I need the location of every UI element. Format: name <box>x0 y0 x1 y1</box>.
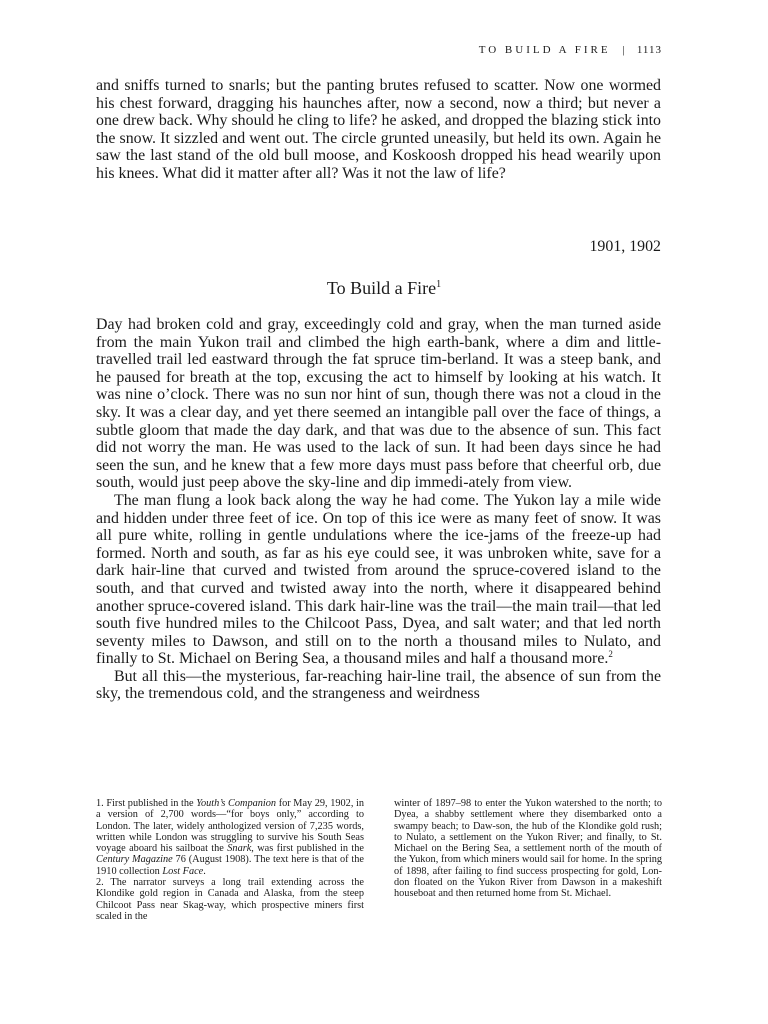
footnote-italic-title: Youth’s Companion <box>196 798 277 809</box>
footnote-ref-1[interactable]: 1 <box>436 279 442 290</box>
footnote-text: for May 29, 1902, in a version of 2,700 words—“for boys only,” according to London. The later, widely anthologized version of 7,235 words, written while London was struggling to survive his South Seas voyage aboard his sailboat the <box>96 798 365 855</box>
story-title <box>0 278 768 299</box>
footnote-text: . <box>203 865 206 877</box>
footnote-text: , was first published in the <box>251 843 364 855</box>
previous-story-paragraph: and sniffs turned to snarls; but the panting brutes refused to scatter. Now one wormed his chest forward, dragging his haunches after, now a second, now a third; but never a one drew back. Why should he cling to life? he asked, and dropped the blazing stick into the snow. It sizzled and went out. The circle grunted uneasily, but held its own. Again he saw the last stand of the old bull moose, and Koskoosh dropped his head wearily upon his knees. What did it matter after all? Was it not the law of life? <box>96 77 661 182</box>
footnote-text: 1. First published in the <box>96 798 197 809</box>
footnote-text: 2. The narrator surveys a long trail extending across the Klondike gold region in Canada and Alaska, from the steep Chilcoot Pass near Skag-way, which prospective miners first scaled in the <box>96 877 364 922</box>
footnote-text: winter of 1897–98 to enter the Yukon watershed to the north; to Dyea, a shabby settlement where they disembarked onto a swampy beach; to Daw-son, the hub of the Klondike gold rush; to Nulato, a settlement on the Yukon River; and finally, to St. Michael on the Bering Sea, a settlement north of the mouth of the Yukon, from which miners would sail for home. In the spring of 1898, after failing to find success prospecting for gold, Lon-don floated on the Yukon River from Dawson in a makeshift houseboat and then returned home from St. Michael. <box>394 798 662 900</box>
story-paragraph-2-text: The man flung a look back along the way he had come. The Yukon lay a mile wide and hidden under three feet of ice. On top of this ice were as many feet of snow. It was all pure white, rolling in gentle undulations where the ice-jams of the freeze-up had formed. North and south, as far as his eye could see, it was unbroken white, save for a dark hair-line that curved and twisted from around the spruce-covered island to the south, and that curved and twisted away into the north, where it disappeared behind another spruce-covered island. This dark hair-line was the trail—the main trail—that led south five hundred miles to the Chilcoot Pass, Dyea, and salt water; and that led north seventy miles to Dawson, and still on to the north a thousand miles to Nulato, and finally to St. Michael on Bering Sea, a thousand miles and half a thousand more. <box>96 491 661 668</box>
footnote <box>96 877 364 922</box>
footnote <box>394 798 662 900</box>
running-head-title: TO BUILD A FIRE <box>478 44 611 56</box>
previous-story-ending <box>96 77 661 183</box>
footnote-italic-title: Century Magazine <box>96 854 173 866</box>
running-head-separator: | <box>622 44 625 56</box>
page-number: 1113 <box>636 44 662 56</box>
footnote <box>96 798 364 877</box>
footnotes-right-column <box>394 798 662 922</box>
footnote-ref-2[interactable]: 2 <box>608 649 613 660</box>
story-paragraph-3: But all this—the mysterious, far-reaching hair-line trail, the absence of sun from the sky, the tremendous cold, and the strangeness and weirdness <box>96 667 661 703</box>
footnotes-left-column <box>96 798 364 922</box>
footnotes <box>96 798 662 922</box>
footnote-italic-title: Snark <box>227 843 252 855</box>
story-body <box>96 316 661 703</box>
story-title-text: To Build a Fire <box>326 278 437 298</box>
story-paragraph-1: Day had broken cold and gray, exceedingly cold and gray, when the man turned aside from the main Yukon trail and climbed the high earth-bank, where a dim and little-travelled trail led eastward through the fat spruce tim-berland. It was a steep bank, and he paused for breath at the top, excusing the act to himself by looking at his watch. It was nine o’clock. There was no sun nor hint of sun, though there was not a cloud in the sky. It was a clear day, and yet there seemed an intangible pall over the face of things, a subtle gloom that made the day dark, and that was due to the absence of sun. This fact did not worry the man. He was used to the lack of sun. It had been days since he had seen the sun, and he knew that a few more days must pass before that cheerful orb, due south, would just peep above the sky-line and dip immedi-ately from view. <box>96 316 661 492</box>
footnote-italic-title: Lost Face <box>162 865 204 877</box>
running-head <box>479 44 662 56</box>
previous-story-date: 1901, 1902 <box>589 238 661 255</box>
footnote-text: 76 (August 1908). The text here is that of the 1910 collection <box>96 854 364 877</box>
story-paragraph-2 <box>96 492 661 668</box>
